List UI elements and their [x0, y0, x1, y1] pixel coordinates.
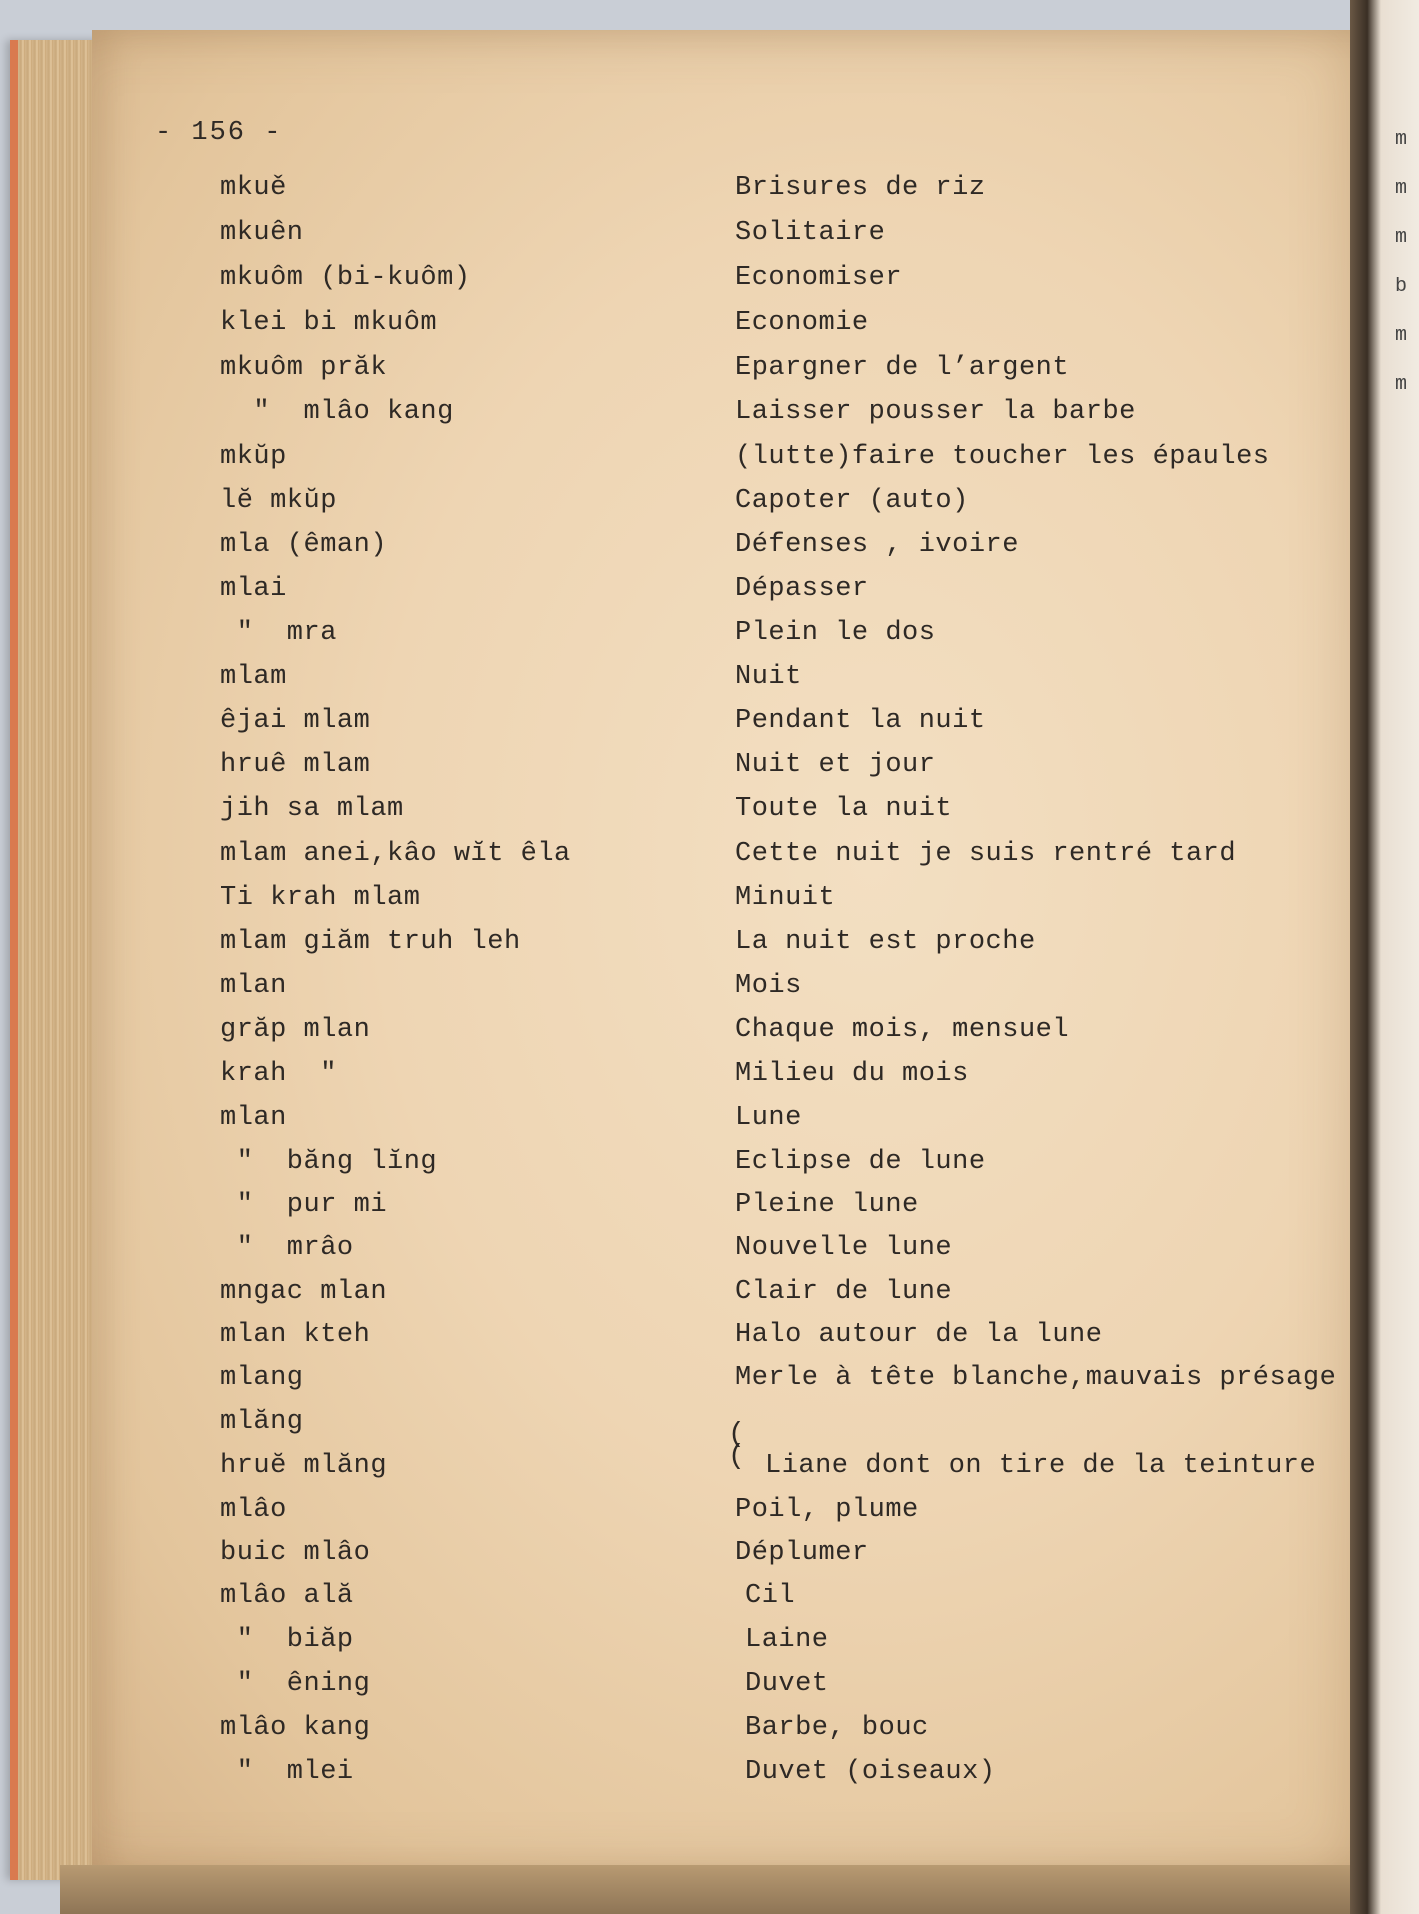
dictionary-entry: [0, 1098, 1340, 1138]
dictionary-entry: [0, 1315, 1340, 1355]
dictionary-entry: [0, 481, 1340, 521]
dictionary-entry: [0, 1446, 1340, 1486]
decorative-fragment: m: [1395, 228, 1408, 249]
dictionary-entry: [0, 1402, 1340, 1442]
entry-term: mlâo kang: [220, 1713, 371, 1743]
entry-term: mlam giăm truh leh: [220, 927, 521, 957]
decorative-fragment: m: [1395, 375, 1408, 396]
entry-term: hruĕ mlăng: [220, 1451, 388, 1481]
dictionary-entry: [0, 348, 1340, 388]
dictionary-entry: [0, 525, 1340, 565]
entry-definition: Nouvelle lune: [735, 1233, 953, 1263]
dictionary-entry: [0, 1010, 1340, 1050]
dictionary-entry: [0, 1228, 1340, 1268]
entry-term: mlan kteh: [220, 1320, 371, 1350]
entry-definition: Pleine lune: [735, 1190, 919, 1220]
entry-definition: Déplumer: [735, 1538, 869, 1568]
dictionary-entry: [0, 1664, 1340, 1704]
dictionary-entry: [0, 1533, 1340, 1573]
entry-definition: Laine: [745, 1625, 829, 1655]
entry-term: mkuên: [220, 218, 304, 248]
entry-definition: Laisser pousser la barbe: [735, 397, 1136, 427]
entry-definition: Toute la nuit: [735, 794, 953, 824]
dictionary-entry: [0, 1490, 1340, 1530]
entry-term: jih sa mlam: [220, 794, 404, 824]
entry-term: lĕ mkŭp: [220, 486, 337, 516]
entry-definition: Halo autour de la lune: [735, 1320, 1103, 1350]
entry-definition: Lune: [735, 1103, 802, 1133]
entry-definition: Duvet (oiseaux): [745, 1757, 996, 1787]
entry-term: krah ": [220, 1059, 337, 1089]
entry-term: mlam anei,kâo wĭt êla: [220, 839, 571, 869]
entry-definition: Mois: [735, 971, 802, 1001]
dictionary-entry: [0, 213, 1340, 253]
dictionary-entry: [0, 966, 1340, 1006]
entry-term: mkŭp: [220, 442, 287, 472]
page-number: - 156 -: [155, 118, 283, 148]
entry-definition: Pendant la nuit: [735, 706, 986, 736]
entry-term: mkuôm prăk: [220, 353, 388, 383]
decorative-fragment: m: [1395, 130, 1408, 151]
entry-definition: Chaque mois, mensuel: [735, 1015, 1070, 1045]
entry-definition: Merle à tête blanche,mauvais présage: [735, 1363, 1337, 1393]
entry-definition: Milieu du mois: [735, 1059, 969, 1089]
entry-definition: Cette nuit je suis rentré tard: [735, 839, 1237, 869]
dictionary-entry: [0, 1054, 1340, 1094]
entry-definition: La nuit est proche: [735, 927, 1036, 957]
entry-definition: Liane dont on tire de la teinture: [765, 1451, 1317, 1481]
entry-term: buic mlâo: [220, 1538, 371, 1568]
entry-term: mkuě: [220, 173, 287, 203]
entry-term: mlan: [220, 971, 287, 1001]
entry-definition: Economie: [735, 308, 869, 338]
dictionary-entry: [0, 569, 1340, 609]
entry-term: mngac mlan: [220, 1277, 388, 1307]
dictionary-entry: [0, 1185, 1340, 1225]
entry-term: " mrâo: [220, 1233, 354, 1263]
dictionary-entry: [0, 1358, 1340, 1398]
entry-definition: Brisures de riz: [735, 173, 986, 203]
entry-term: mlam: [220, 662, 287, 692]
entry-term: Ti krah mlam: [220, 883, 421, 913]
entry-definition: Barbe, bouc: [745, 1713, 929, 1743]
entry-term: " biăp: [220, 1625, 354, 1655]
entry-definition: Clair de lune: [735, 1277, 953, 1307]
dictionary-entry: [0, 1272, 1340, 1312]
entry-definition: Epargner de l’argent: [735, 353, 1070, 383]
entry-term: " pur mi: [220, 1190, 388, 1220]
dictionary-entry: [0, 657, 1340, 697]
decorative-fragment: m: [1395, 326, 1408, 347]
entry-term: mlâo ală: [220, 1581, 354, 1611]
entry-definition: Plein le dos: [735, 618, 936, 648]
entry-term: " băng lĭng: [220, 1147, 438, 1177]
entry-definition: (lutte)faire toucher les épaules: [735, 442, 1270, 472]
entry-definition: Défenses , ivoire: [735, 530, 1019, 560]
entry-term: hruê mlam: [220, 750, 371, 780]
entry-term: mkuôm (bi-kuôm): [220, 263, 471, 293]
decorative-fragment: m: [1395, 179, 1408, 200]
dictionary-entry: [0, 878, 1340, 918]
entry-term: " mlâo kang: [220, 397, 454, 427]
dictionary-entry: [0, 613, 1340, 653]
dictionary-entry: [0, 303, 1340, 343]
entry-term: " mra: [220, 618, 337, 648]
entry-term: grăp mlan: [220, 1015, 371, 1045]
entry-term: klei bi mkuôm: [220, 308, 438, 338]
dictionary-entry: [0, 168, 1340, 208]
next-page-fragment: [1395, 130, 1419, 424]
dictionary-entry: [0, 1142, 1340, 1182]
entry-definition: Duvet: [745, 1669, 829, 1699]
entry-term: mlăng: [220, 1407, 304, 1437]
book-bottom-edge: [60, 1865, 1400, 1914]
entry-definition: Minuit: [735, 883, 836, 913]
entry-definition: Capoter (auto): [735, 486, 969, 516]
dictionary-entry: [0, 437, 1340, 477]
entry-definition: Nuit et jour: [735, 750, 936, 780]
entry-definition: Solitaire: [735, 218, 886, 248]
entry-term: mlai: [220, 574, 287, 604]
dictionary-entry: [0, 834, 1340, 874]
dictionary-entry: [0, 258, 1340, 298]
entry-definition: Cil: [745, 1581, 796, 1611]
entry-term: mlang: [220, 1363, 304, 1393]
dictionary-entry: [0, 1576, 1340, 1616]
dictionary-entry: [0, 745, 1340, 785]
grouping-brace: ( (: [728, 1419, 745, 1472]
decorative-fragment: b: [1395, 277, 1408, 298]
entry-term: mlan: [220, 1103, 287, 1133]
dictionary-entry: [0, 392, 1340, 432]
dictionary-entry: [0, 1620, 1340, 1660]
entry-term: mla (êman): [220, 530, 388, 560]
entry-term: " mlei: [220, 1757, 354, 1787]
entry-term: mlâo: [220, 1495, 287, 1525]
entry-definition: Eclipse de lune: [735, 1147, 986, 1177]
entry-term: êjai mlam: [220, 706, 371, 736]
dictionary-entry: [0, 1752, 1340, 1792]
entry-definition: Dépasser: [735, 574, 869, 604]
entry-definition: Poil, plume: [735, 1495, 919, 1525]
dictionary-entry: [0, 922, 1340, 962]
entry-term: " êning: [220, 1669, 371, 1699]
entry-definition: Economiser: [735, 263, 903, 293]
dictionary-entry: [0, 701, 1340, 741]
entry-definition: Nuit: [735, 662, 802, 692]
dictionary-entry: [0, 789, 1340, 829]
dictionary-entry: [0, 1708, 1340, 1748]
